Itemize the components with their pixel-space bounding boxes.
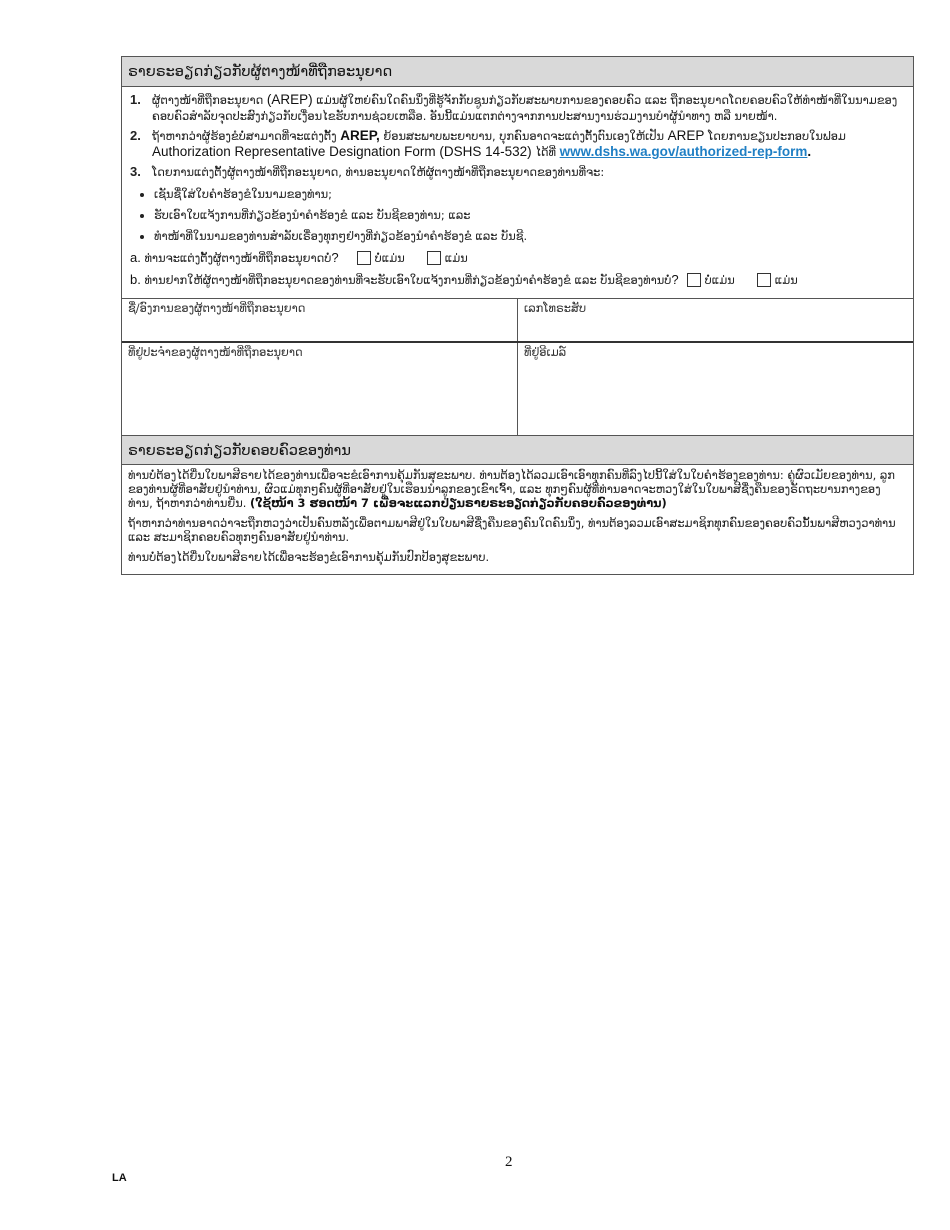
item-number: 3. (130, 164, 141, 179)
rep-address-field[interactable] (122, 343, 517, 435)
rep-phone-label: ເລກໂທຣະສັບ (524, 301, 587, 315)
item2-text-c: ໂດຍການຂຽນປະກອບໃນຟອມ (708, 129, 846, 143)
list-item: • ທຳໜ້າທີ່ໃນນາມຂອງທ່ານສຳລັບເຣື່ອງທຸກໆຢ່າງທີ່ກ່ຽວຂ້ອງນຳຄຳຮ້ອງຂໍ ແລະ ບັນຊີ. (154, 228, 905, 244)
form-sheet (121, 56, 914, 575)
page-number: 2 (505, 1154, 513, 1170)
form-name: Authorization Representative Designation Form (DSHS 14-532) (152, 144, 532, 159)
checkbox-a-no[interactable] (357, 251, 371, 265)
arep-code: AREP, (340, 128, 380, 143)
numbered-item-3 (130, 164, 905, 180)
permissions-list (130, 186, 905, 244)
item2-text-b: ຍ້ອນສະພາບພະຍາບານ, ບຸກຄົນອາດຈະແຕ່ງຕັ້ງຕົນເອງໃຫ້ເປັນ (383, 129, 665, 143)
arep-code: (AREP) (266, 92, 313, 107)
household-paragraph-1: ທ່ານບໍ່ຕ້ອງໄດ້ຍື່ນໃບພາສີຣາຍໄດ້ຂອງທ່ານເພື່ອຈະຂໍເອົາການຄຸ້ມກັນສຸຂະພາບ. ທ່ານຕ້ອງໄດ້ລວມເອົາເອົາທຸກຄົນທີ່ລົງໄປນີ້ໃສ່ໃນໃບຄຳຮ້ອງຂອງທ່ານ: ຄູ່ຜົວເມັຍຂອງທ່ານ, ລູກຂອງທ່ານຜູ້ທີ່ອາສັຍຢູ່ນຳທ່ານ, ຜົວແມ່ທຸກໆຄົນຜູ້ທີ່ອາສັຍຢູ່ໃນເຮືອນນຳລູກຂອງເຂົາເຈົ້າ, ແລະ ທຸກໆຄົນຜູ້ທີ່ທ່ານອາດຈະຫວງໃສ່ໃນໃບພາສີຊື່ງຄືນຂອງຣັດຖະບານກາງຂອງທ່ານ, ຖ້າຫາກວ່າທ່ານຍື່ນ. (ໃຊ້ໜ້າ 3 ຮອດໜ້າ 7 ເພື່ອຈະແລກປ່ຽນຣາຍຣະອຽດກ່ຽວກັບຄອບຄົວຂອງທ່ານ) (128, 468, 895, 510)
item2-text-d: ໄດ້ທີ່ (535, 145, 556, 159)
rep-phone-field[interactable] (517, 299, 913, 341)
question-a-text: ທ່ານຈະແຕ່ງຕັ້ງຜູ້ຕາງໜ້າທີ່ຖືກອະນຸຍາດບໍ່ (144, 251, 332, 265)
item3-text: ໂດຍການແຕ່ງຕັ້ງຜູ້ຕາງໜ້າທີ່ຖືກອະນຸຍາດ, ທ່ານອະນຸຍາດໃຫ້ຜູ້ຕາງໜ້າທີ່ຖືກອະນຸຍາດຂອງທ່ານທີ່ຈະ: (152, 165, 605, 179)
list-item: • ຮັບເອົາໃບແຈ້ງການທີ່ກ່ຽວຂ້ອງນຳຄຳຮ້ອງຂໍ ແລະ ບັນຊີຂອງທ່ານ; ແລະ (154, 207, 905, 223)
section-authorized-rep-title: ຣາຍຣະອຽດກ່ຽວກັບຜູ້ຕາງໜ້າທີ່ຖືກອະນຸຍາດ (122, 57, 913, 87)
item-number: 2. (130, 128, 141, 143)
rep-name-field[interactable] (122, 299, 517, 341)
option-no-label: ບໍ່ແມ່ນ (704, 273, 735, 287)
numbered-item-1 (130, 92, 905, 124)
section-authorized-rep-body (122, 87, 913, 298)
question-b-text: ທ່ານຢາກໃຫ້ຜູ້ຕາງໜ້າທີ່ຖືກອະນຸຍາດຂອງທ່ານທີ່ຈະຮັບເອົາໃບແຈ້ງການທີ່ກ່ຽວຂ້ອງນຳຄຳຮ້ອງຂໍ ແລະ ບັນຊີຂອງທ່ານບໍ່ (144, 273, 672, 287)
numbered-item-2: 2. ຖ້າຫາກວ່າຜູ້ຮ້ອງຂໍບໍ່ສາມາດທີ່ຈະແຕ່ງຕັ້ງ AREP, ຍ້ອນສະພາບພະຍາບານ, ບຸກຄົນອາດຈະແຕ່ງຕັ້ງຕົນເອງໃຫ້ເປັນ AREP ໂດຍການຂຽນປະກອບໃນຟອມ Authorization Representative Designation Form (DSHS 14-532) ໄດ້ທີ່ www.dshs.wa.gov/authorized-rep-form. (130, 128, 846, 159)
arep-code: AREP (667, 128, 705, 143)
item2-text-a: ຖ້າຫາກວ່າຜູ້ຮ້ອງຂໍບໍ່ສາມາດທີ່ຈະແຕ່ງຕັ້ງ (152, 129, 337, 143)
checkbox-b-no[interactable] (687, 273, 701, 287)
option-yes-label: ແມ່ນ (444, 251, 468, 265)
checkbox-b-yes[interactable] (757, 273, 771, 287)
section-household-title: ຣາຍຣະອຽດກ່ຽວກັບຄອບຄົວຂອງທ່ານ (122, 435, 913, 465)
section-household-body (122, 465, 913, 574)
household-instruction-bold: (ໃຊ້ໜ້າ 3 ຮອດໜ້າ 7 ເພື່ອຈະແລກປ່ຽນຣາຍຣະອຽດກ່ຽວກັບຄອບຄົວຂອງທ່ານ) (249, 496, 667, 510)
rep-address-label: ທີ່ຢູ່ປະຈຳຂອງຜູ້ຕາງໜ້າທີ່ຖືກອະນຸຍາດ (128, 345, 303, 359)
list-item: • ເຊັນຊື່ໃສ່ໃບຄຳຮ້ອງຂໍໃນນາມຂອງທ່ານ; (154, 186, 905, 202)
rep-email-label: ທີ່ຢູ່ອີເມລ໌ (524, 345, 567, 359)
rep-email-field[interactable] (517, 343, 913, 435)
rep-name-phone-row (122, 298, 913, 341)
rep-address-email-row (122, 341, 913, 435)
option-yes-label: ແມ່ນ (774, 273, 798, 287)
checkbox-a-yes[interactable] (427, 251, 441, 265)
question-a: a. ທ່ານຈະແຕ່ງຕັ້ງຜູ້ຕາງໜ້າທີ່ຖືກອະນຸຍາດບໍ່ ? ບໍ່ແມ່ນ ແມ່ນ (130, 250, 468, 265)
authorized-rep-form-link[interactable]: www.dshs.wa.gov/authorized-rep-form (559, 144, 808, 159)
item-number: 1. (130, 92, 141, 107)
item1-text-a: ຜູ້ຕາງໜ້າທີ່ຖືກອະນຸຍາດ (152, 93, 264, 107)
item1-text-b: ແມ່ນຜູ້ໃຫຍ່ຄົນໃດຄົນນຶ່ງທີ່ຮູ້ຈັກກັບຊູນກ່ຽວກັບສະພາບການຂອງຄອບຄົວ ແລະ ຖືກອະນຸຍາດໂດຍຄອບຄົວໃຫ້ທຳໜ້າທີ່ໃນນາມຂອງຄອບຄົວສຳລັບຈຸດປະສົງກ່ຽວກັບເງື່ອນໄຂຮັບການຊ່ວຍເຫລືອ. ອັນນີ້ແມ່ນແຕກຕ່າງຈາກການປະສານງານຮ່ວມງານບຳຜູ້ນຳທາງ ຫລື ນາຍໜ້າ. (152, 93, 898, 123)
household-paragraph-2: ຖ້າຫາກວ່າທ່ານອາດວ່າຈະຖືກຫວງວ່າເປັນຄົນຫລັງເພື່ອຕາມພາສີຢູ່ໃນໃບພາສີຊື່ງຄືນຂອງຄົນໃດຄົນນຶ່ງ, ທ່ານຕ້ອງລວມເອົາສະມາຊິກທຸກຄົນຂອງຄອບຄົວນັ້ນພາສີຫວງວາທ່ານ ແລະ ສະມາຊິກຄອບຄົວທຸກໆຄົນອາສັຍຢູ່ນຳທ່ານ. (128, 516, 896, 544)
rep-name-label: ຊື່/ອົງການຂອງຜູ້ຕາງໜ້າທີ່ຖືກອະນຸຍາດ (128, 301, 306, 315)
household-paragraph-3: ທ່ານບໍ່ຕ້ອງໄດ້ຍື່ນໃບພາສີຣາຍໄດ້ເພື່ອຈະຮ້ອງຂໍເອົາການຄຸ້ມກັນປົກປ້ອງສຸຂະພາບ. (128, 550, 490, 564)
language-code: LA (112, 1172, 127, 1184)
question-b: b. ທ່ານຢາກໃຫ້ຜູ້ຕາງໜ້າທີ່ຖືກອະນຸຍາດຂອງທ່ານທີ່ຈະຮັບເອົາໃບແຈ້ງການທີ່ກ່ຽວຂ້ອງນຳຄຳຮ້ອງຂໍ ແລະ ບັນຊີຂອງທ່ານບໍ່ ? ບໍ່ແມ່ນ ແມ່ນ (130, 272, 798, 287)
option-no-label: ບໍ່ແມ່ນ (374, 251, 405, 265)
